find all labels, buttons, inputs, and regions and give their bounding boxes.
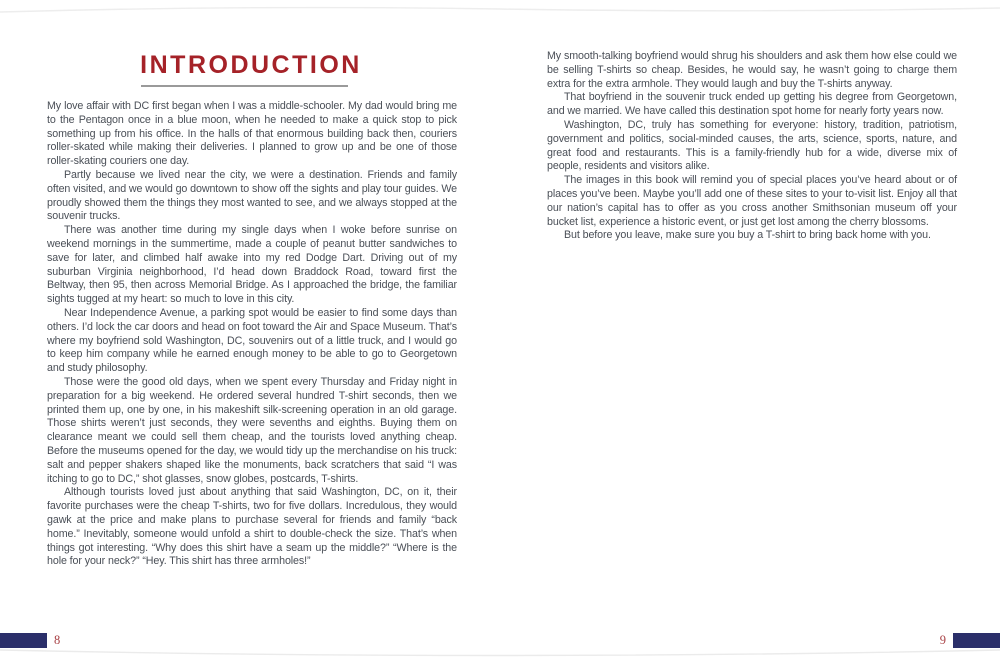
right-page-body-text [547,50,957,243]
paragraph: My smooth-talking boyfriend would shrug his shoulders and ask them how else could we be selling T-shirts so cheap. Besides, he would say, he wasn’t going to charge them extra for the extra armhole. They would laugh and buy the T-shirts anyway. [547,50,957,90]
paragraph: Near Independence Avenue, a parking spot would be easier to find some days than others. I’d lock the car doors and head on foot toward the Air and Space Museum. That’s where my boyfriend sold Washington, DC, souvenirs out of a little truck, and I would go to keep him company while he earned enough money to be able to go to Georgetown and study philosophy. [47,306,457,375]
paragraph: But before you leave, make sure you buy a T-shirt to bring back home with you. [564,229,931,242]
title-underline-rule [141,85,348,87]
footer-bar [0,633,47,648]
paragraph: Although tourists loved just about anything that said Washington, DC, on it, their favorite purchases were the cheap T-shirts, two for five dollars. Incredulous, they would gawk at the price and make plans to purchase several for friends and family “back home.” Inevitably, someone would unfold a shirt to double-check the size. That’s when things got interesting. “Why does this shirt have a seam up the middle?” “Where is the hole for your neck?” “Hey. This shirt has three armholes!” [47,486,457,568]
paragraph: Partly because we lived near the city, we were a destination. Friends and family often visited, and we would go downtown to show off the sights and play tour guides. We proudly showed them the things they most wanted to see, and we always stopped at the souvenir trucks. [47,168,457,223]
paragraph: Washington, DC, truly has something for everyone: history, tradition, patriotism, government and politics, social-minded causes, the arts, science, sports, nature, and great food and restaurants. This is a family-friendly hub for a wide, diverse mix of people, residents and visitors alike. [547,118,957,173]
page-number: 8 [54,633,61,647]
paragraph: My love affair with DC first began when I was a middle-schooler. My dad would bring me to the Pentagon once in a blue moon, when he needed to make a quick stop to pick something up from his office. In the halls of that enormous building back then, couriers roller-skated while making their deliveries. I planned to grow up and be one of those roller-skating couriers one day. [47,100,457,168]
paragraph: That boyfriend in the souvenir truck ended up getting his degree from Georgetown, and we married. We have called this destination spot home for nearly forty years now. [547,91,957,118]
left-page-body-text [47,100,457,569]
paragraph: There was another time during my single days when I woke before sunrise on weekend mornings in the summertime, made a couple of peanut butter sandwiches to save for later, and climbed half awake into my red Dodge Dart. Driving out of my suburban Virginia neighborhood, I’d head down Braddock Road, toward first the Beltway, then 95, then across Memorial Bridge. As I approached the bridge, the familiar sights tugged at my heart: so much to love in this city. [47,224,457,306]
paragraph: Those were the good old days, when we spent every Thursday and Friday night in preparation for a big weekend. He ordered several hundred T-shirt seconds, then we printed them up, one by one, in his makeshift silk-screening operation in an old garage. Those shirts weren’t just seconds, they were sevenths and eighths. Buying them on clearance meant we could sell them cheap, and the tourists loved anything cheap. Before the museums opened for the day, we would tidy up the merchandise on his truck: salt and pepper shakers shaped like the monuments, back scratchers that said “I was itching to go to DC,” shot glasses, snow globes, postcards, T-shirts. [47,375,457,485]
chapter-title: INTRODUCTION [140,51,362,79]
footer-bar [953,633,1000,648]
paragraph: The images in this book will remind you of special places you’ve heard about or of places you’ve been. Maybe you’ll add one of these sites to your to-visit list. Enjoy all that our nation’s capital has to offer as you cross another Smithsonian museum off your bucket list, experience a historic event, or just get lost among the cherry blossoms. [547,174,957,228]
page-number: 9 [939,633,946,647]
